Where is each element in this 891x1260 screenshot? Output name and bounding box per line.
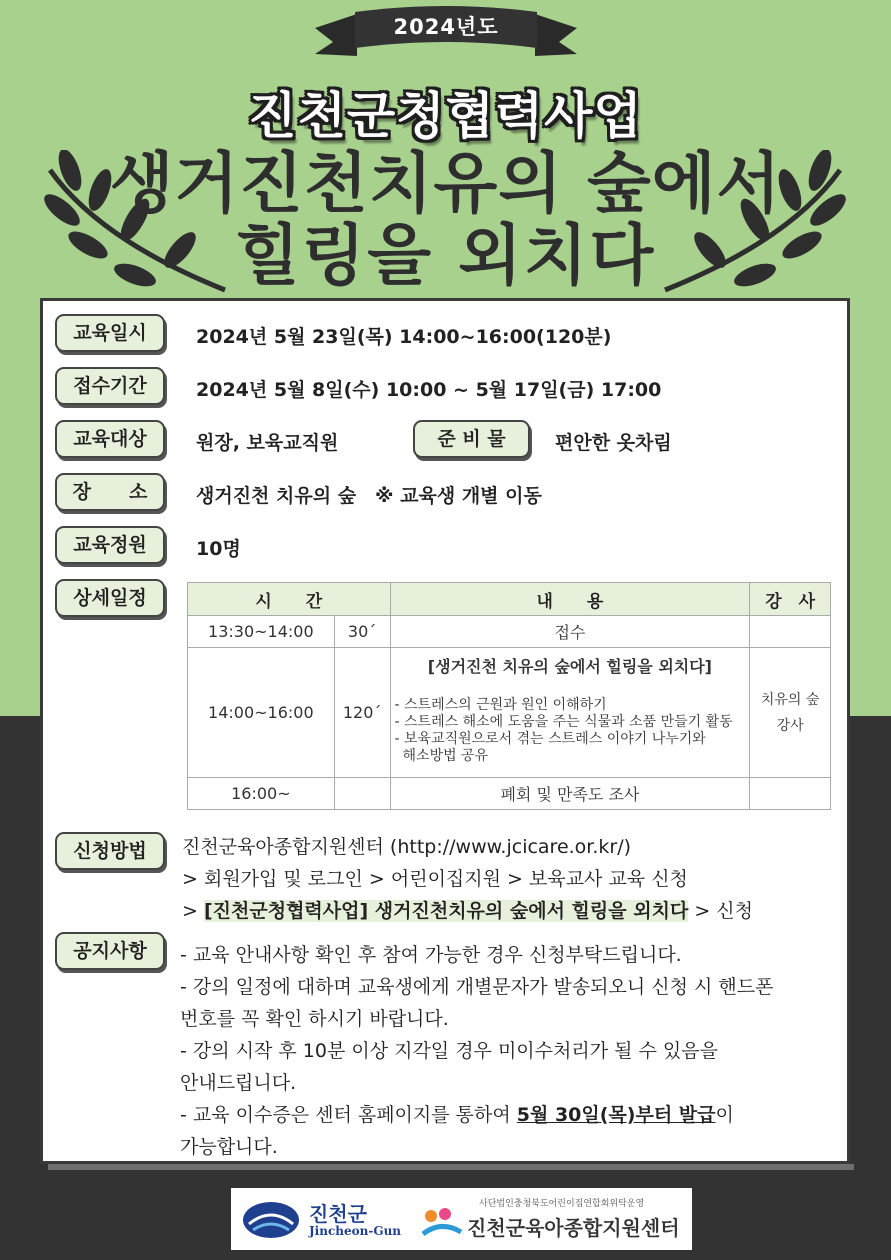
cell-time: 13:30~14:00 bbox=[188, 616, 335, 648]
header-time: 시 간 bbox=[188, 583, 391, 616]
cell-time: 14:00~16:00 bbox=[188, 648, 335, 778]
jincheon-english: Jincheon-Gun bbox=[309, 1224, 402, 1238]
application-site: 진천군육아종합지원센터 (http://www.jcicare.or.kr/) bbox=[182, 836, 632, 858]
year-badge: 2024년도 bbox=[393, 15, 499, 39]
cell-instructor bbox=[750, 616, 831, 648]
card-shadow bbox=[48, 1164, 854, 1170]
jincheon-name: 진천군 bbox=[309, 1202, 367, 1226]
footer-logos bbox=[231, 1188, 692, 1250]
label-application: 신청방법 bbox=[55, 832, 165, 870]
application-course bbox=[182, 896, 753, 923]
childcare-center-logo-icon bbox=[421, 1206, 463, 1242]
content-title: [생거진천 치유의 숲에서 힐링을 외치다] bbox=[427, 657, 712, 676]
center-subtitle: 사단법인충청북도어린이집연합회위탁운영 bbox=[479, 1199, 645, 1209]
notice-certificate-prefix: - 교육 이수증은 센터 홈페이지를 통하여 bbox=[180, 1104, 517, 1126]
label-date: 교육일시 bbox=[55, 314, 165, 352]
schedule-table bbox=[187, 582, 831, 810]
table-row bbox=[188, 616, 831, 648]
application-course-prefix: > bbox=[182, 900, 204, 922]
value-location: 생거진천 치유의 숲 ※ 교육생 개별 이동 bbox=[196, 485, 542, 507]
cell-duration: 30´ bbox=[334, 616, 390, 648]
label-registration: 접수기간 bbox=[55, 367, 165, 405]
bullet-item: - 스트레스 해소에 도움을 주는 식물과 소품 만들기 활동 bbox=[394, 714, 733, 730]
jincheon-logo-icon bbox=[241, 1200, 301, 1240]
cell-content bbox=[390, 648, 750, 778]
bullet-item: - 스트레스의 근원과 원인 이해하기 bbox=[394, 697, 607, 713]
value-supplies: 편안한 옷차림 bbox=[555, 432, 672, 454]
notice-line: - 강의 시작 후 10분 이상 지각일 경우 미이수처리가 될 수 있음을 bbox=[180, 1040, 718, 1062]
notice-line: - 교육 안내사항 확인 후 참여 가능한 경우 신청부탁드립니다. bbox=[180, 944, 682, 966]
notice-line bbox=[180, 1100, 734, 1127]
table-header-row bbox=[188, 583, 831, 616]
value-target: 원장, 보육교직원 bbox=[196, 432, 339, 454]
cell-duration: 120´ bbox=[334, 648, 390, 778]
table-row bbox=[188, 648, 831, 778]
cell-instructor bbox=[750, 778, 831, 810]
center-name: 진천군육아종합지원센터 bbox=[467, 1216, 680, 1240]
label-notice: 공지사항 bbox=[55, 932, 165, 970]
table-row bbox=[188, 778, 831, 810]
value-registration: 2024년 5월 8일(수) 10:00 ~ 5월 17일(금) 17:00 bbox=[196, 379, 662, 401]
notice-line: 번호를 꼭 확인 하시기 바랍니다. bbox=[180, 1008, 449, 1030]
bullet-item: - 보육교직원으로서 겪는 스트레스 이야기 나누기와 bbox=[394, 731, 706, 747]
cell-duration bbox=[334, 778, 390, 810]
label-location: 장 소 bbox=[55, 473, 165, 511]
notice-certificate-suffix: 이 bbox=[715, 1104, 734, 1126]
cell-content: 폐회 및 만족도 조사 bbox=[390, 778, 750, 810]
label-schedule: 상세일정 bbox=[55, 579, 165, 617]
title-main-line1: 생거진천치유의 숲에서 bbox=[109, 145, 782, 222]
application-course-name: [진천군청협력사업] 생거진천치유의 숲에서 힐링을 외치다 bbox=[203, 900, 689, 922]
notice-line: 가능합니다. bbox=[180, 1136, 278, 1158]
cell-instructor: 치유의 숲 강사 bbox=[750, 648, 831, 778]
application-path: > 회원가입 및 로그인 > 어린이집지원 > 보육교사 교육 신청 bbox=[182, 868, 688, 890]
header-instructor: 강 사 bbox=[750, 583, 831, 616]
notice-certificate-date: 5월 30일(목)부터 발급 bbox=[516, 1104, 716, 1126]
label-target: 교육대상 bbox=[55, 420, 165, 458]
notice-line: 안내드립니다. bbox=[180, 1072, 297, 1094]
label-supplies: 준 비 물 bbox=[413, 420, 530, 458]
label-capacity: 교육정원 bbox=[55, 526, 165, 564]
value-capacity: 10명 bbox=[196, 538, 241, 560]
title-program: 진천군청협력사업 bbox=[248, 87, 643, 145]
bullet-item: 해소방법 공유 bbox=[402, 748, 489, 764]
cell-time: 16:00~ bbox=[188, 778, 335, 810]
header-content: 내 용 bbox=[390, 583, 750, 616]
cell-content: 접수 bbox=[390, 616, 750, 648]
application-course-suffix: > 신청 bbox=[688, 900, 754, 922]
value-date: 2024년 5월 23일(목) 14:00~16:00(120분) bbox=[196, 326, 612, 348]
title-main-line2: 힐링을 외치다 bbox=[235, 217, 656, 294]
notice-line: - 강의 일정에 대하며 교육생에게 개별문자가 발송되오니 신청 시 핸드폰 bbox=[180, 976, 774, 998]
